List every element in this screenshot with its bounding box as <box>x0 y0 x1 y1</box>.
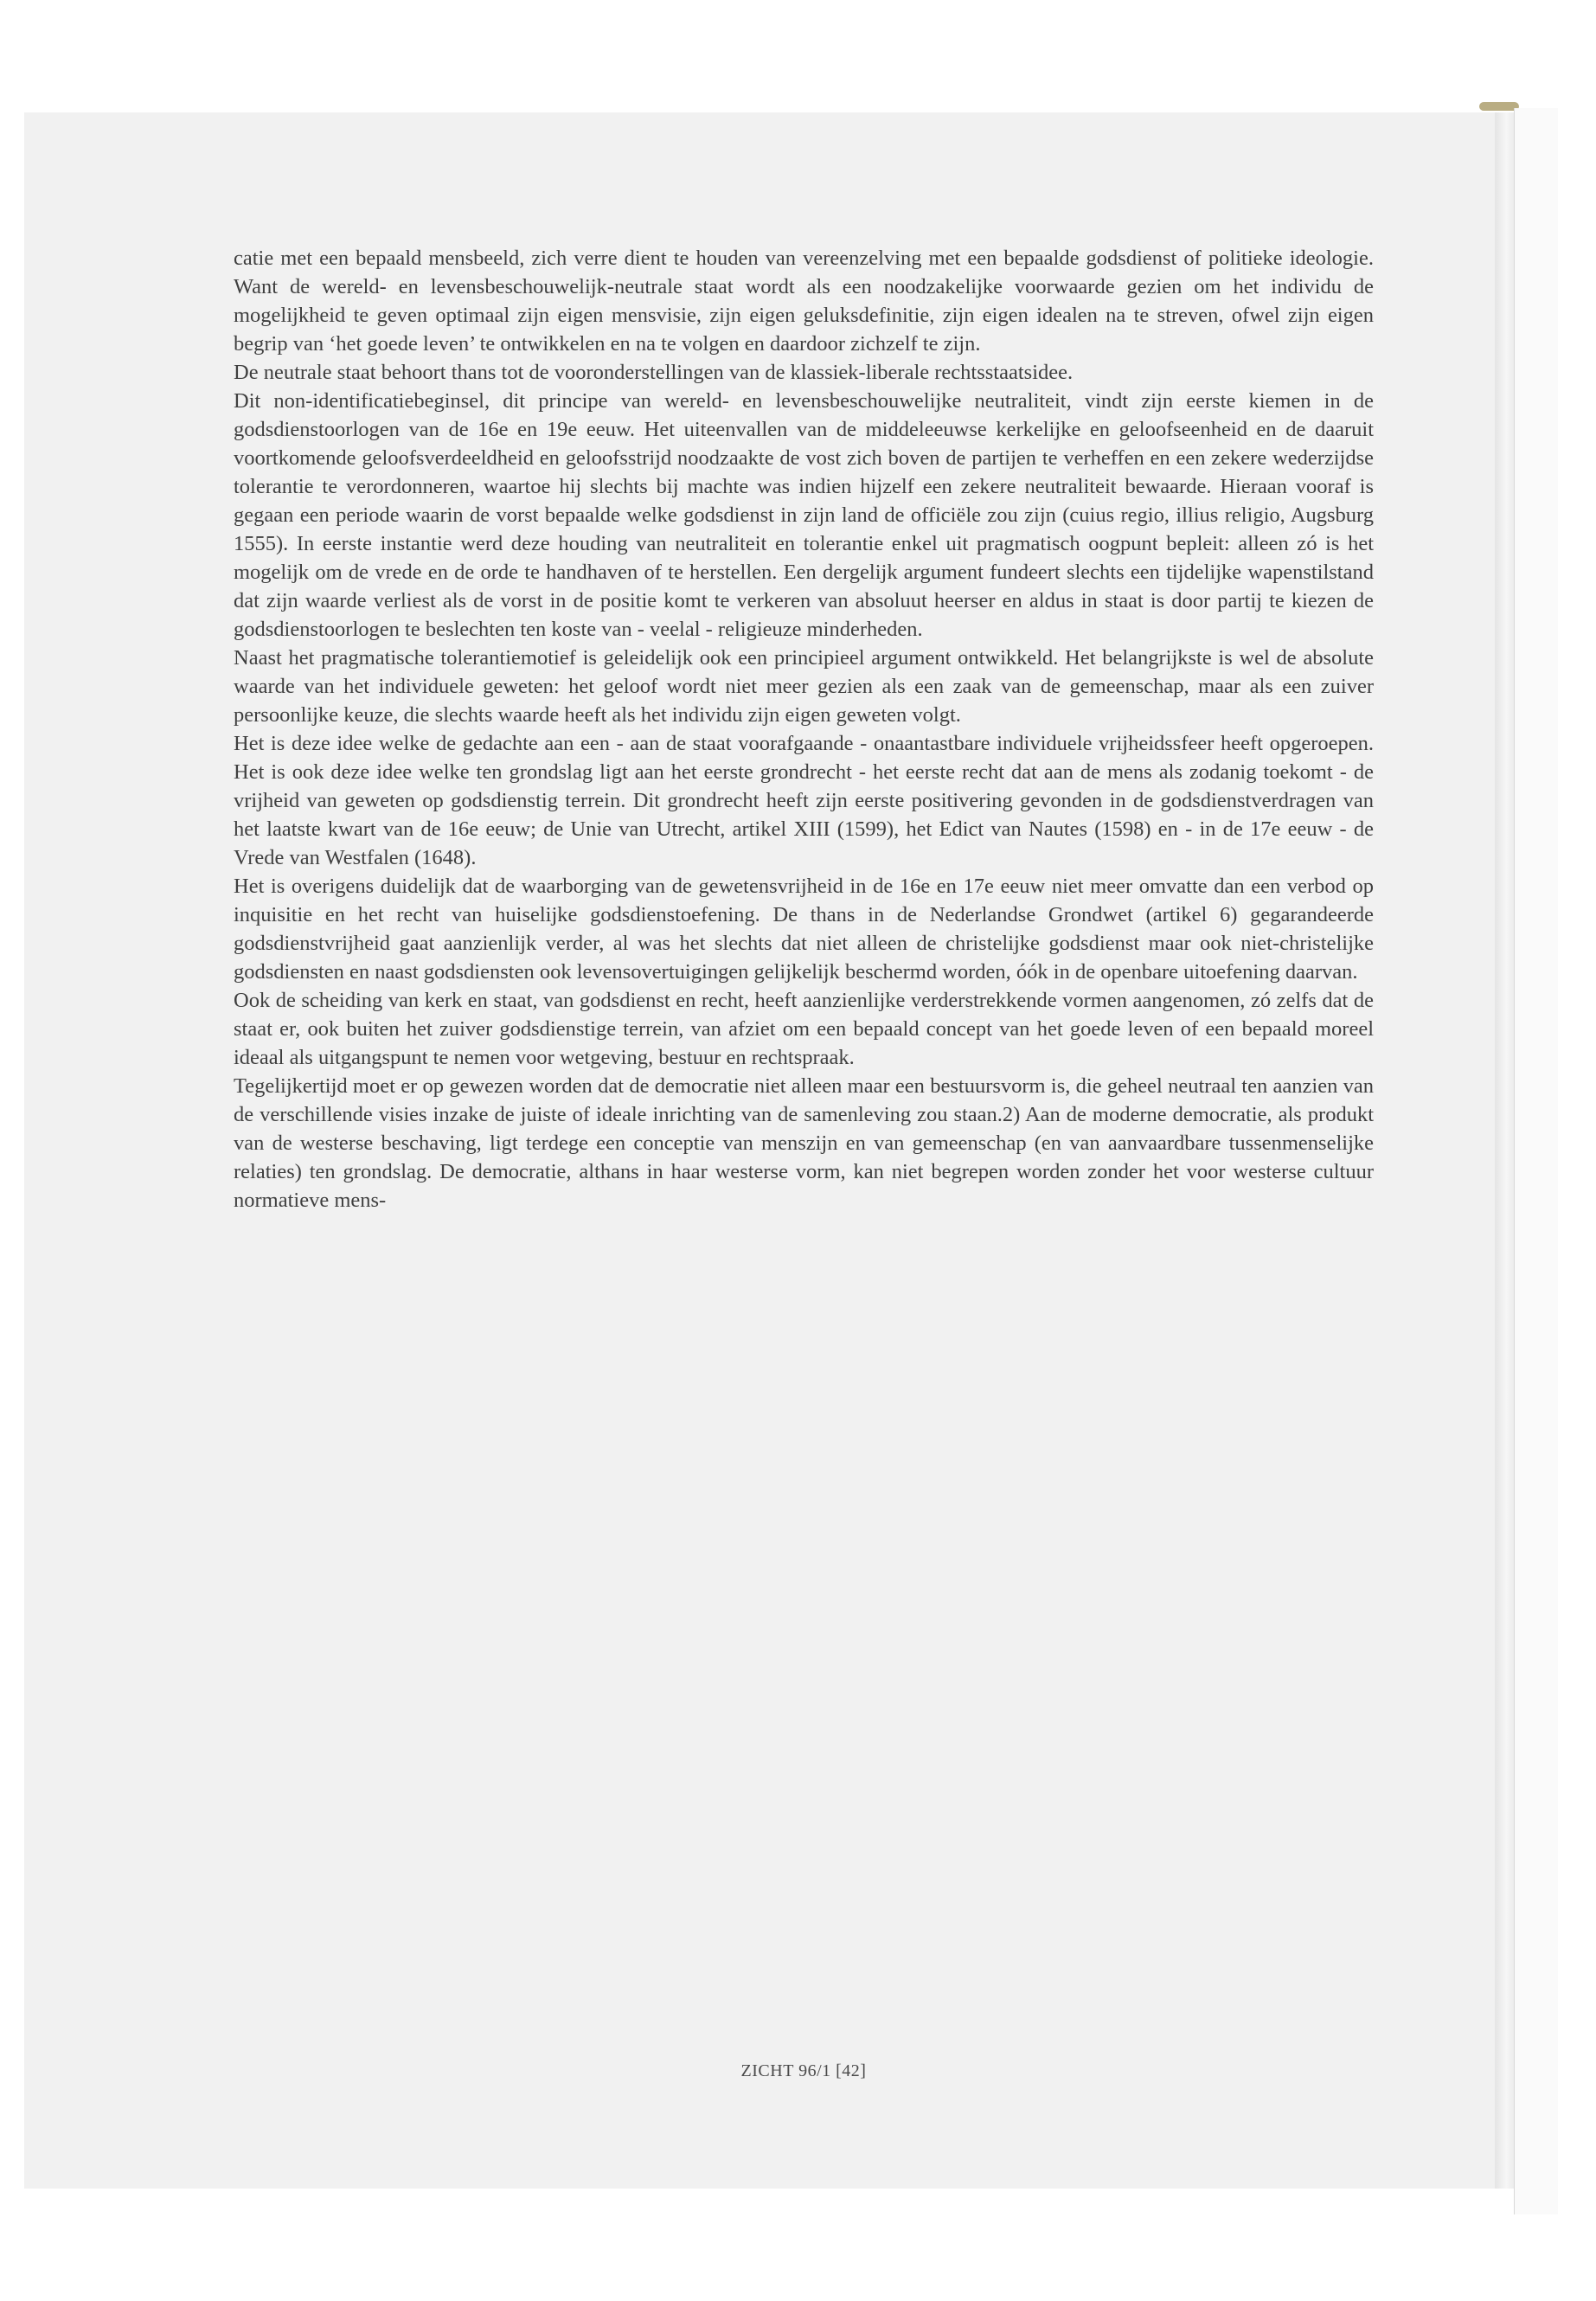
paragraph: Het is deze idee welke de gedachte aan een - aan de staat voorafgaande - onaantastbare individuele vrijheidssfeer heeft opgeroepen. Het is ook deze idee welke ten grondslag ligt aan het eerste grondrecht - het eerste recht dat aan de mens als zodanig toekomt - de vrijheid van geweten op godsdienstig terrein. Dit grondrecht heeft zijn eerste positivering gevonden in de godsdienstverdragen van het laatste kwart van de 16e eeuw; de Unie van Utrecht, artikel XIII (1599), het Edict van Nautes (1598) en - in de 17e eeuw - de Vrede van Westfalen (1648). <box>234 732 1374 869</box>
body-text <box>234 244 1374 1215</box>
book-binding <box>1514 108 1558 2214</box>
page-edge <box>1495 112 1514 2189</box>
paragraph: Het is overigens duidelijk dat de waarborging van de gewetensvrijheid in de 16e en 17e eeuw niet meer omvatte dan een verbod op inquisitie en het recht van huiselijke godsdienstoefening. De thans in de Nederlandse Grondwet (artikel 6) gegarandeerde godsdienstvrijheid gaat aanzienlijk verder, al was het slechts dat niet alleen de christelijke godsdienst maar ook niet-christelijke godsdiensten en naast godsdiensten ook levensovertuigingen gelijkelijk beschermd worden, óók in de openbare uitoefening daarvan. <box>234 875 1374 984</box>
page-footer: ZICHT 96/1 [42] <box>740 2061 867 2080</box>
paragraph: Tegelijkertijd moet er op gewezen worden dat de democratie niet alleen maar een bestuursvorm is, die geheel neutraal ten aanzien van de verschillende visies inzake de juiste of ideale inrichting van de samenleving zou staan.2) Aan de moderne democratie, als produkt van de westerse beschaving, ligt terdege een conceptie van menszijn en van gemeenschap (en van aanvaardbare tussenmenselijke relaties) ten grondslag. De democratie, althans in haar westerse vorm, kan niet begrepen worden zonder het voor westerse cultuur normatieve mens- <box>234 1074 1374 1212</box>
paragraph: catie met een bepaald mensbeeld, zich verre dient te houden van vereenzelving met een bepaalde godsdienst of politieke ideologie. Want de wereld- en levensbeschouwelijk-neutrale staat wordt als een noodzakelijke voorwaarde gezien om het individu de mogelijkheid te geven optimaal zijn eigen mensvisie, zijn eigen geluksdefinitie, zijn eigen idealen na te streven, ofwel zijn eigen begrip van ‘het goede leven’ te ontwikkelen en na te volgen en daardoor zichzelf te zijn. <box>234 247 1374 356</box>
paragraph: De neutrale staat behoort thans tot de vooronderstellingen van de klassiek-liberale rechtsstaatsidee. <box>234 361 1074 384</box>
paragraph: Dit non-identificatiebeginsel, dit principe van wereld- en levensbeschouwelijke neutraliteit, vindt zijn eerste kiemen in de godsdienstoorlogen van de 16e en 19e eeuw. Het uiteenvallen van de middeleeuwse kerkelijke en geloofseenheid en de daaruit voortkomende geloofsverdeeldheid en geloofsstrijd noodzaakte de vost zich boven de partijen te verheffen en een zekere wederzijdse tolerantie te verordonneren, waartoe hij slechts bij machte was indien hijzelf een zekere neutraliteit bewaarde. Hieraan vooraf is gegaan een periode waarin de vorst bepaalde welke godsdienst in zijn land de officiële zou zijn (cuius regio, illius religio, Augsburg 1555). In eerste instantie werd deze houding van neutraliteit en tolerantie enkel uit pragmatisch oogpunt bepleit: alleen zó is het mogelijk om de vrede en de orde te handhaven of te herstellen. Een dergelijk argument fundeert slechts een tijdelijke wapenstilstand dat zijn waarde verliest als de vorst in de positie komt te verkeren van absoluut heerser en aldus in staat is door partij te kiezen de godsdienstoorlogen te beslechten ten koste van - veelal - religieuze minderheden. <box>234 389 1374 641</box>
paragraph: Naast het pragmatische tolerantiemotief is geleidelijk ook een principieel argument ontwikkeld. Het belangrijkste is wel de absolute waarde van het individuele geweten: het geloof wordt niet meer gezien als een zaak van de gemeenschap, maar als een zuiver persoonlijke keuze, die slechts waarde heeft als het individu zijn eigen geweten volgt. <box>234 646 1374 727</box>
paragraph: Ook de scheiding van kerk en staat, van godsdienst en recht, heeft aanzienlijke verderstrekkende vormen aangenomen, zó zelfs dat de staat er, ook buiten het zuiver godsdienstige terrein, van afziet om een bepaald concept van het goede leven of een bepaald moreel ideaal als uitgangspunt te nemen voor wetgeving, bestuur en rechtspraak. <box>234 989 1374 1069</box>
